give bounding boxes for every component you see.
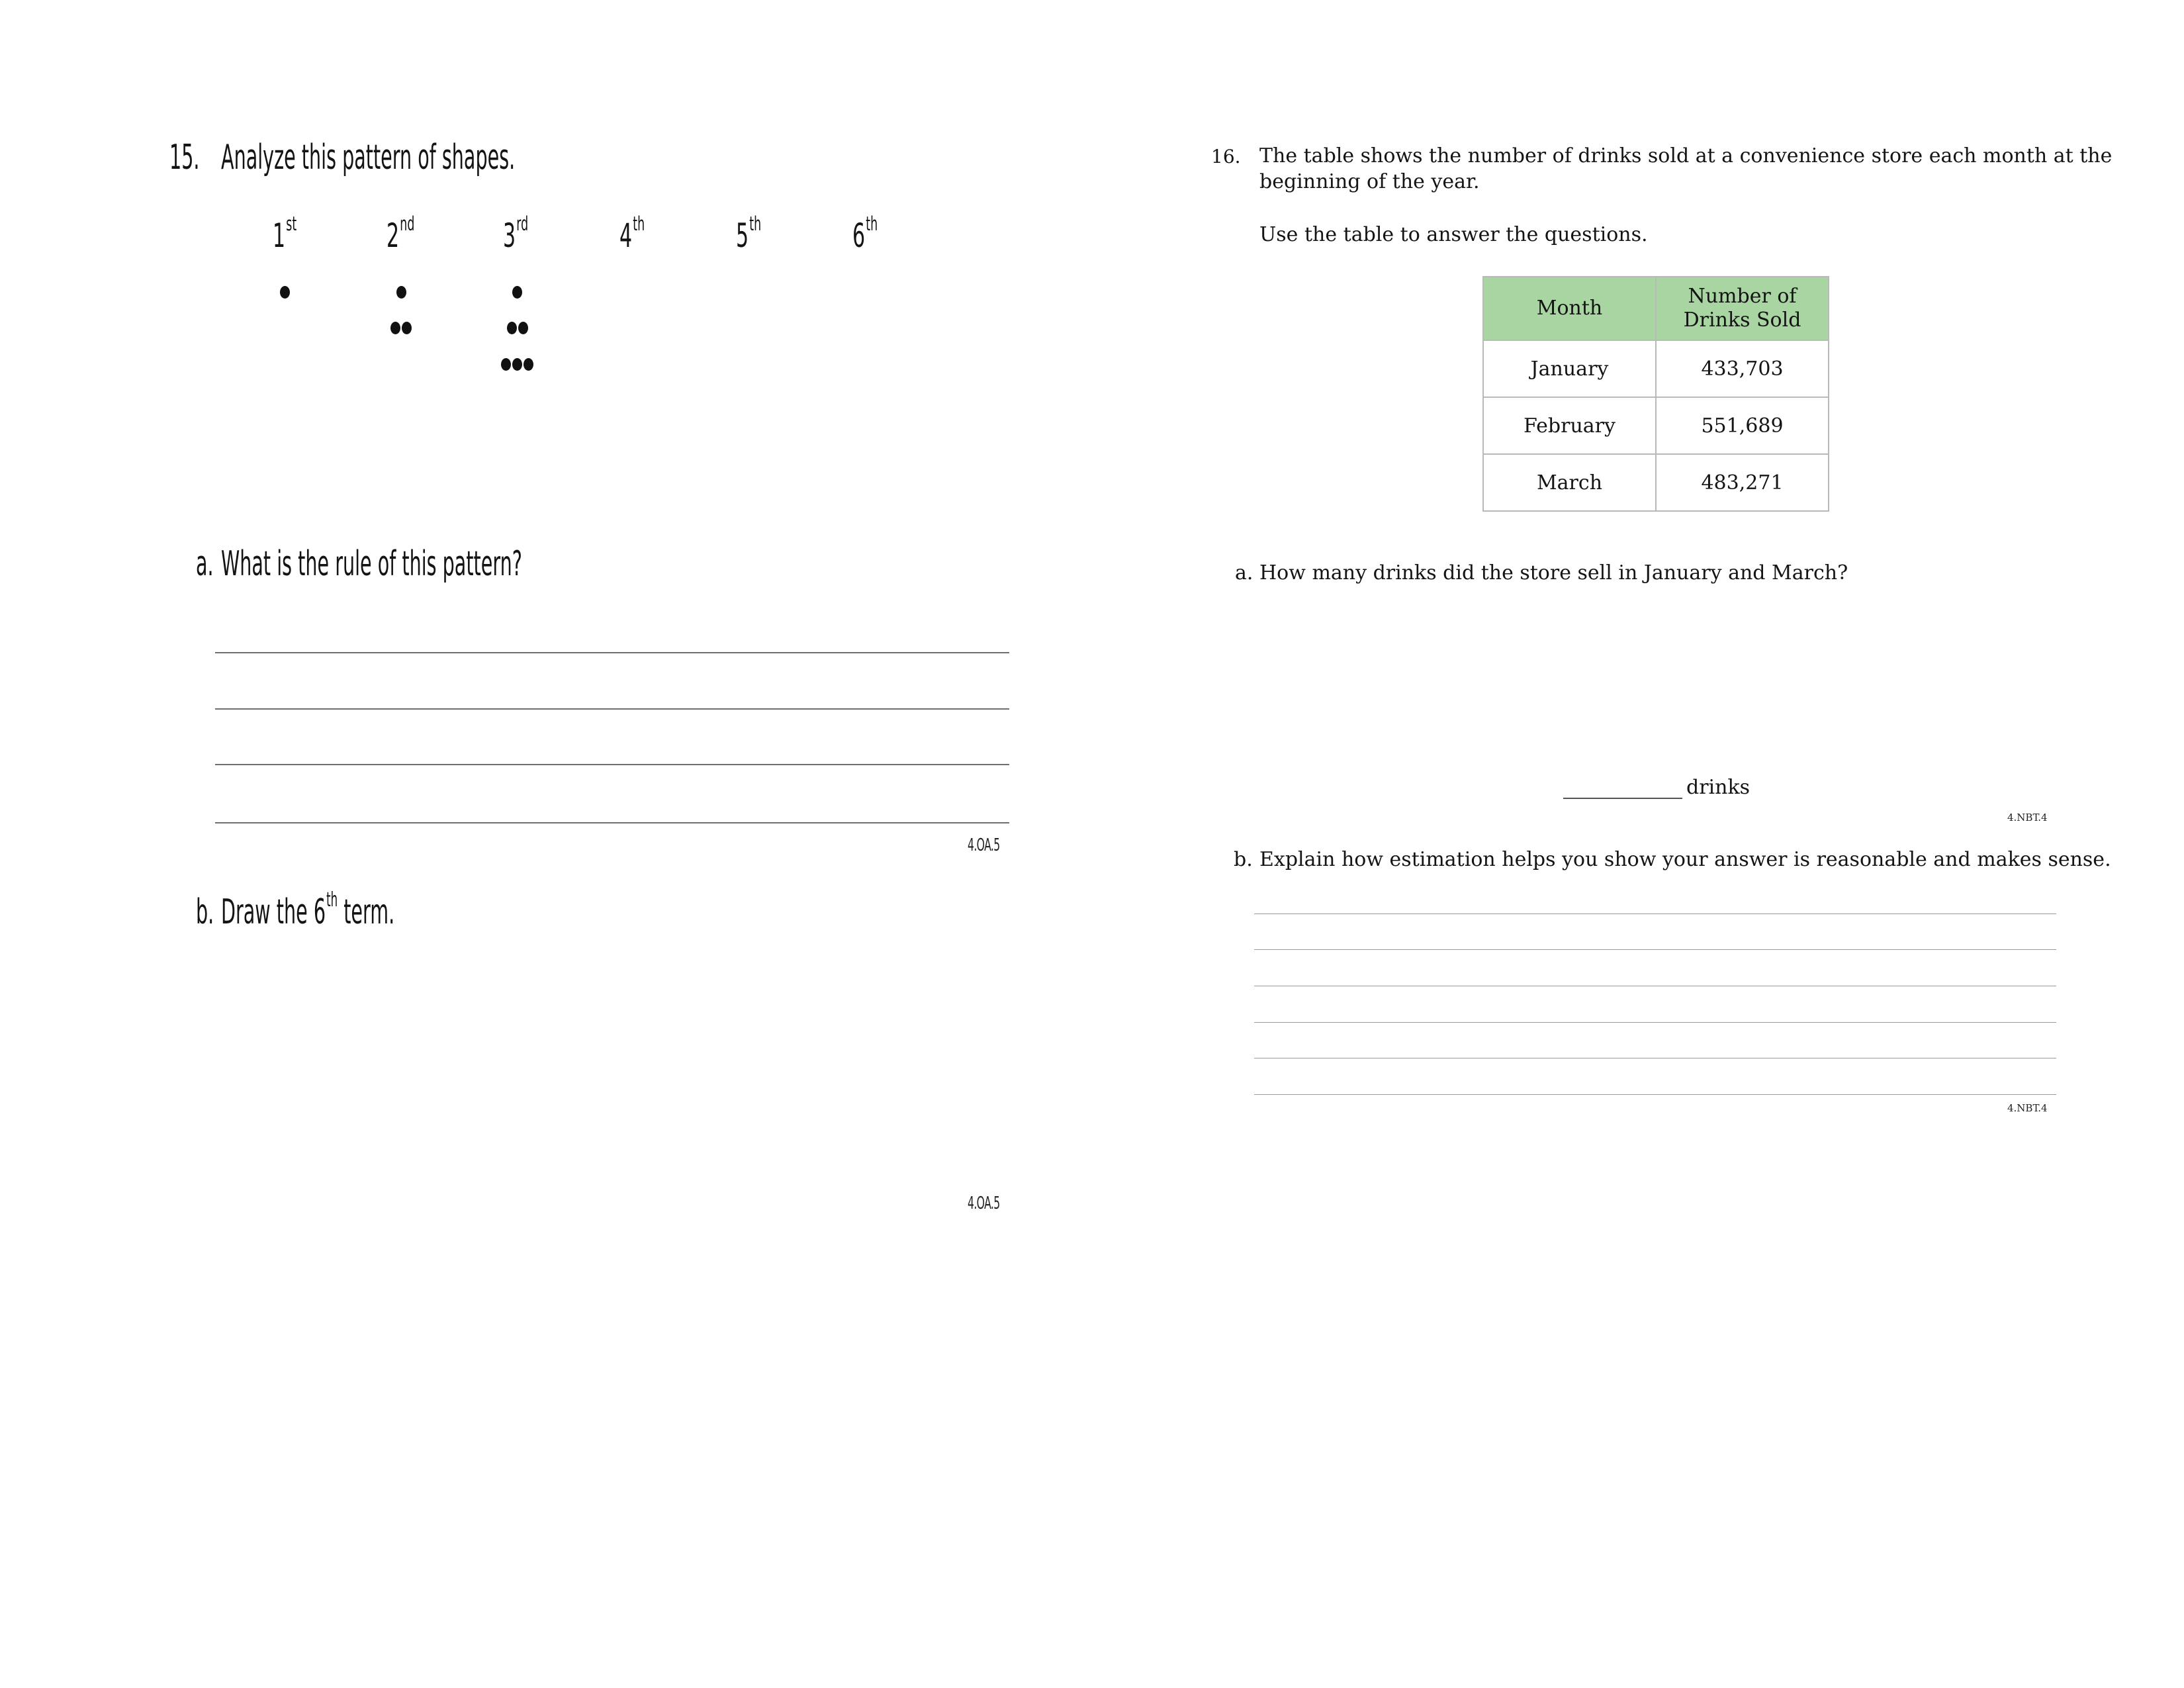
pattern-dot [518,322,528,334]
standard-code: 4.OA.5 [968,1194,1000,1213]
table-row [1483,397,1829,454]
answer-line[interactable] [215,764,1009,765]
cell-month: March [1483,454,1656,511]
answer-unit: drinks [1686,776,1751,799]
question-instruction: Use the table to answer the questions. [1259,223,1648,246]
pattern-dot [280,286,290,299]
part-b-question: Explain how estimation helps you show your answer is reasonable and makes sense. [1259,848,2111,871]
part-a-question: What is the rule of this pattern? [221,544,522,584]
term-label-2: 2nd [387,212,415,255]
answer-line[interactable] [1254,1022,2056,1023]
table-header-row [1483,277,1829,340]
term-label-6: 6th [852,212,878,255]
pattern-dot [512,358,522,371]
answer-line[interactable] [1254,949,2056,950]
answer-line[interactable] [1254,1094,2056,1095]
pattern-dot [396,286,406,299]
cell-drinks: 483,271 [1656,454,1829,511]
question-prompt: Analyze this pattern of shapes. [221,138,516,177]
drinks-table [1482,276,1829,512]
question-number: 15. [169,138,200,177]
pattern-dot [523,358,533,371]
column-header-drinks: Number of Drinks Sold [1656,277,1829,340]
part-b-letter: b. [1234,848,1253,871]
question-number: 16. [1211,146,1241,167]
answer-line[interactable] [215,708,1009,710]
pattern-dot [501,358,511,371]
term-label-5: 5th [736,212,762,255]
answer-line[interactable] [215,652,1009,653]
term-label-4: 4th [619,212,645,255]
standard-code: 4.NBT.4 [2007,812,2048,823]
pattern-dot [390,322,400,334]
pattern-dot [507,322,517,334]
standard-code: 4.OA.5 [968,835,1000,855]
standard-code: 4.NBT.4 [2007,1102,2048,1114]
cell-drinks: 551,689 [1656,397,1829,454]
part-a-letter: a. [1235,561,1253,585]
cell-month: February [1483,397,1656,454]
term-label-1: 1st [273,212,297,255]
answer-line[interactable] [215,822,1009,823]
cell-month: January [1483,340,1656,397]
part-a-question: How many drinks did the store sell in January and March? [1259,561,1848,585]
column-header-month: Month [1483,277,1656,340]
part-b-letter: b. [196,892,214,932]
part-a-letter: a. [196,544,214,584]
table-row [1483,454,1829,511]
pattern-dot [512,286,522,299]
table-row [1483,340,1829,397]
question-intro-line-2: beginning of the year. [1259,170,1480,193]
question-intro-line-1: The table shows the number of drinks sold at a convenience store each month at the [1259,144,2113,167]
pattern-dot [402,322,412,334]
answer-blank[interactable] [1563,798,1682,799]
cell-drinks: 433,703 [1656,340,1829,397]
part-b-question: Draw the 6th term. [221,888,395,932]
term-label-3: 3rd [503,212,529,255]
